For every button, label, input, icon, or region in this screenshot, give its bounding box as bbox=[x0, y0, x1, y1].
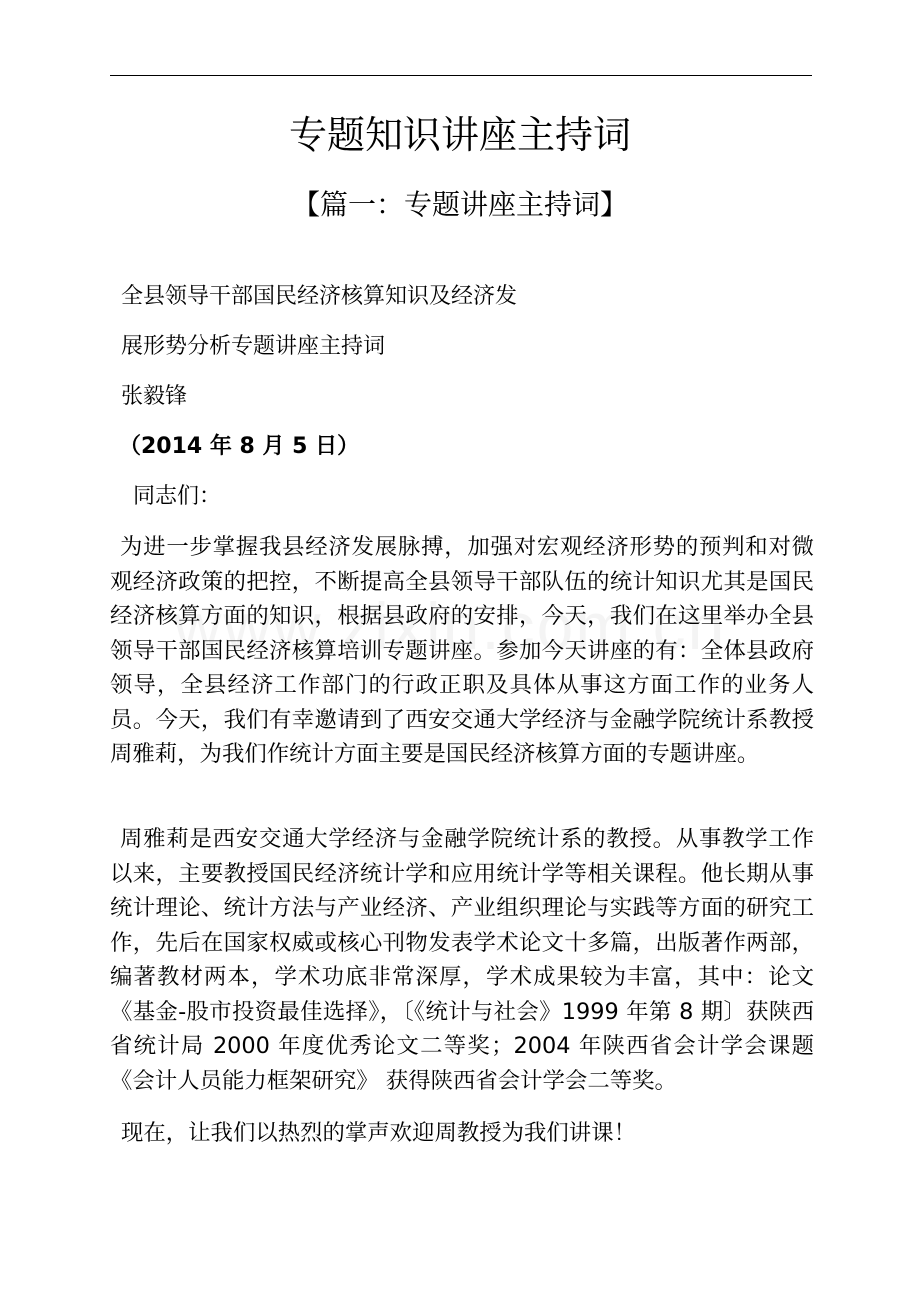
author-name: 张毅锋 bbox=[121, 384, 188, 409]
header-rule bbox=[110, 75, 812, 76]
paragraph-introduction: 为进一步掌握我县经济发展脉搏，加强对宏观经济形势的预判和对微观经济政策的把控，不断提高全县领导干部队伍的统计知识尤其是国民经济核算方面的知识，根据县政府的安排，今天，我们在这里举办全县领导干部国民经济核算培训专题讲座。参加今天讲座的有：全体县政府领导，全县经济工作部门的行政正职及具体从事这方面工作的业务人员。今天，我们有幸邀请到了西安交通大学经济与金融学院统计系教授周雅莉，为我们作统计方面主要是国民经济核算方面的专题讲座。 bbox=[110, 534, 814, 767]
closing-line: 现在，让我们以热烈的掌声欢迎周教授为我们讲课！ bbox=[121, 1120, 636, 1146]
paragraph-speaker-bio: 周雅莉是西安交通大学经济与金融学院统计系的教授。从事教学工作以来，主要教授国民经济统计学和应用统计学等相关课程。他长期从事统计理论、统计方法与产业经济、产业组织理论与实践等方面的研究工作，先后在国家权威或核心刊物发表学术论文十多篇，出版著作两部，编著教材两本，学术功底非常深厚，学术成果较为丰富，其中：论文《基金-股市投资最佳选择》，〔《统计与社会》1999 年第 8 期〕获陕西省统计局 2000 年度优秀论文二等奖；2004 年陕西省会计学会课题 《会计人员能力框架研究》 获得陕西省会计学会二等奖。 bbox=[110, 826, 814, 1094]
intro-line-2: 展形势分析专题讲座主持词 bbox=[121, 334, 386, 359]
page-title: 专题知识讲座主持词 bbox=[288, 113, 631, 157]
intro-line-1: 全县领导干部国民经济核算知识及经济发 bbox=[121, 284, 518, 309]
speech-date: （2014 年 8 月 5 日） bbox=[119, 434, 360, 459]
section-heading: 【篇一：专题讲座主持词】 bbox=[291, 188, 628, 221]
salutation: 同志们： bbox=[133, 484, 222, 509]
